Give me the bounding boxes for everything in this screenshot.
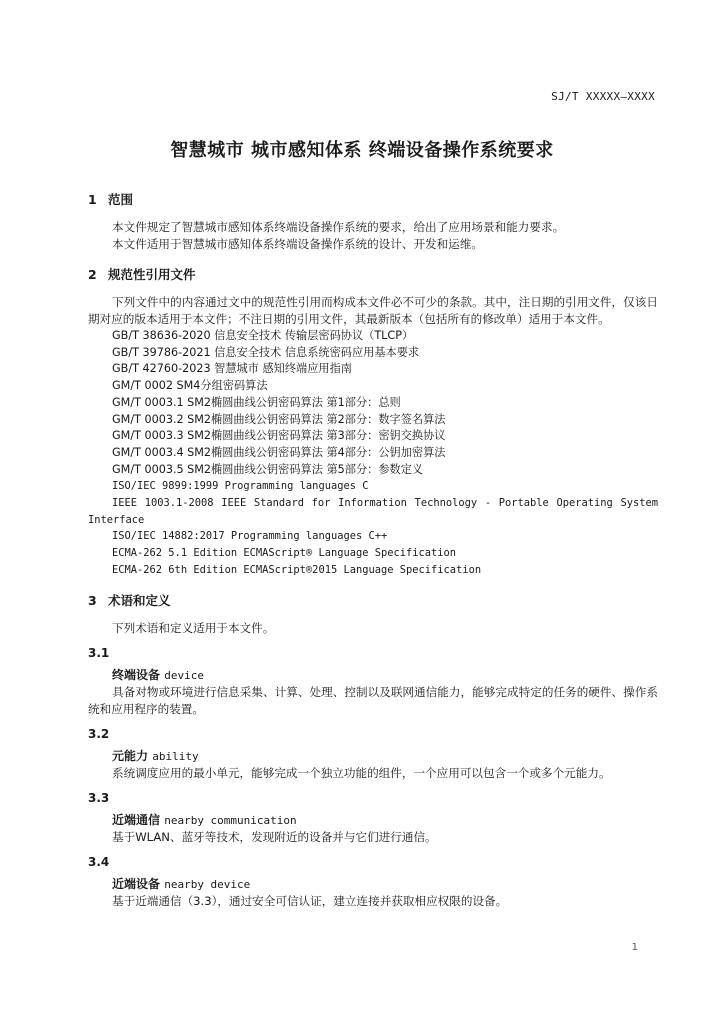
reference-item: GM/T 0003.5 SM2椭圆曲线公钥密码算法 第5部分：参数定义	[112, 462, 424, 476]
section-2-heading	[88, 265, 658, 285]
reference-item: GM/T 0003.4 SM2椭圆曲线公钥密码算法 第4部分：公钥加密算法	[112, 445, 446, 459]
reference-item: GB/T 38636-2020 信息安全技术 传输层密码协议（TLCP）	[112, 329, 414, 342]
paragraph: 本文件适用于智慧城市感知体系终端设备操作系统的设计、开发和运维。	[112, 237, 484, 251]
reference-item: IEEE 1003.1-2008 IEEE Standard for Information Technology - Portable Operating System Interface	[88, 497, 658, 526]
term-number: 3.2	[88, 726, 110, 741]
section-title: 术语和定义	[108, 592, 171, 608]
term-number: 3.4	[88, 854, 110, 869]
term-name-en: ability	[152, 749, 199, 763]
term-definition: 基于近端通信（3.3），通过安全可信认证，建立连接并获取相应权限的设备。	[112, 893, 508, 908]
term-name-en: nearby communication	[164, 813, 297, 827]
reference-item: ISO/IEC 14882:2017 Programming languages C++	[112, 530, 388, 543]
term-name-zh: 元能力	[112, 748, 149, 763]
reference-item: ECMA-262 5.1 Edition ECMAScript® Language Specification	[112, 547, 457, 560]
term-name-en: device	[164, 668, 204, 682]
reference-item: GB/T 39786-2021 信息安全技术 信息系统密码应用基本要求	[112, 345, 420, 359]
document-body	[88, 190, 658, 910]
reference-item: GM/T 0003.3 SM2椭圆曲线公钥密码算法 第3部分：密钥交换协议	[112, 429, 446, 443]
section-number: 1	[88, 192, 97, 207]
term-name-zh: 近端设备	[112, 876, 161, 891]
reference-item: GM/T 0003.1 SM2椭圆曲线公钥密码算法 第1部分：总则	[112, 395, 401, 409]
term-name	[88, 812, 658, 829]
document-title: 智慧城市 城市感知体系 终端设备操作系统要求	[170, 140, 554, 161]
term-name-en: nearby device	[164, 877, 251, 891]
reference-item: GM/T 0003.2 SM2椭圆曲线公钥密码算法 第2部分：数字签名算法	[112, 412, 446, 426]
term-name	[88, 876, 658, 893]
term-name-zh: 终端设备	[112, 667, 161, 682]
paragraph: 下列术语和定义适用于本文件。	[112, 620, 275, 635]
section-title: 范围	[108, 192, 134, 207]
term-name	[88, 748, 658, 765]
term-name-zh: 近端通信	[112, 812, 161, 827]
reference-item: ISO/IEC 9899:1999 Programming languages C	[112, 480, 369, 493]
paragraph: 本文件规定了智慧城市感知体系终端设备操作系统的要求，给出了应用场景和能力要求。	[112, 220, 565, 234]
paragraph: 下列文件中的内容通过文中的规范性引用而构成本文件必不可少的条款。其中，注日期的引用文件，仅该日期对应的版本适用于本文件；不注日期的引用文件，其最新版本（包括所有的修改单）适用于本文件。	[88, 295, 658, 326]
term-number: 3.3	[88, 790, 110, 805]
reference-item: GM/T 0002 SM4分组密码算法	[112, 379, 268, 393]
reference-item: ECMA-262 6th Edition ECMAScript®2015 Language Specification	[112, 563, 482, 576]
section-title: 规范性引用文件	[108, 267, 196, 282]
section-number: 2	[88, 267, 97, 282]
term-definition: 具备对物或环境进行信息采集、计算、处理、控制以及联网通信能力，能够完成特定的任务的硬件、操作系统和应用程序的装置。	[88, 684, 658, 716]
standard-code: SJ/T XXXXX—XXXX	[551, 90, 655, 103]
reference-item: GB/T 42760-2023 智慧城市 感知终端应用指南	[112, 362, 352, 376]
term-definition: 基于WLAN、蓝牙等技术，发现附近的设备并与它们进行通信。	[112, 829, 437, 844]
term-definition: 系统调度应用的最小单元，能够完成一个独立功能的组件，一个应用可以包含一个或多个元能力。	[112, 765, 611, 780]
section-1-heading	[88, 190, 658, 210]
term-number: 3.1	[88, 645, 110, 660]
section-3-heading	[88, 591, 658, 611]
term-name	[88, 667, 658, 684]
section-number: 3	[88, 592, 97, 608]
page-number: 1	[631, 942, 638, 953]
